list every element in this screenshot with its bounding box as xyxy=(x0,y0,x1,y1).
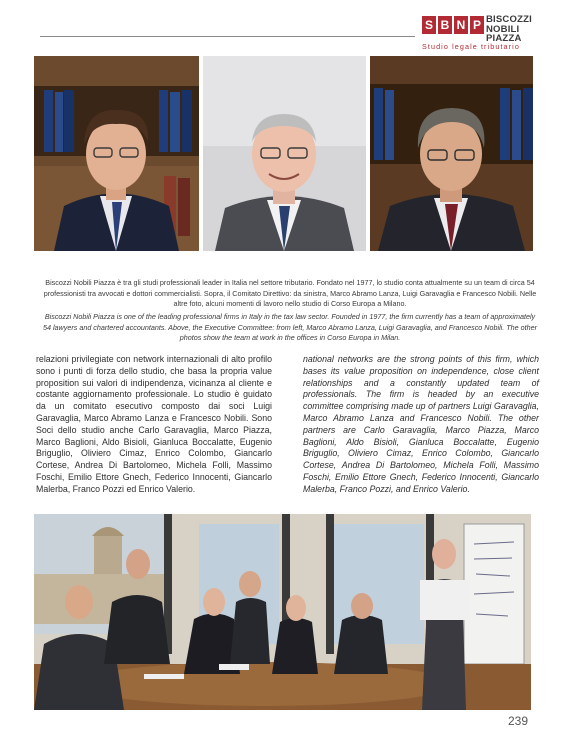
portrait-photo-right xyxy=(370,56,533,251)
body-column-english xyxy=(303,354,539,496)
portrait-photo-center xyxy=(203,56,366,251)
logo-letter-n: N xyxy=(454,16,468,34)
portrait-photo-left xyxy=(34,56,199,251)
logo-name xyxy=(486,15,550,44)
body-text-italian: relazioni privilegiate con network internazionali di alto profilo sono i punti di forza dello studio, che basa la propria value proposition sui valori di indipendenza, vicinanza al cliente e costante aggiornamento professionale. Lo studio è guidato da un comitato esecutivo composto dai soci Luigi Garavaglia, Marco Abramo Lanza e Francesco Nobili. Sono Soci dello studio anche Carlo Garavaglia, Marco Piazza, Marco Baglioni, Aldo Bisioli, Gianluca Boccalatte, Eugenio Briguglio, Oliviero Cimaz, Enrico Colombo, Giancarlo Cortese, Andrea Di Bartolomeo, Michela Folli, Massimo Foschi, Emilio Ettore Gnech, Federico Innocenti, Giancarlo Malerba, Franco Pozzi ed Enrico Valerio. xyxy=(36,354,272,494)
logo-letter-s: S xyxy=(422,16,436,34)
body-column-italian xyxy=(36,354,272,496)
logo-letter-p: P xyxy=(470,16,484,34)
firm-logo xyxy=(422,16,550,52)
logo-name-line-2: NOBILI xyxy=(486,23,520,35)
caption-english: Biscozzi Nobili Piazza is one of the leading professional firms in Italy in the tax law sector. Founded in 1977, the firm currently has a team of approximately 54 lawyers and chartered accountants. Above, the Executive Committee: from left, Marco Abramo Lanza, Luigi Garavaglia, and Francesco Nobili. The other photos show the team at work in the offices in Corso Europa in Milan. xyxy=(42,312,538,342)
team-meeting-photo xyxy=(34,514,531,710)
header-rule xyxy=(40,36,415,37)
logo-letter-b: B xyxy=(438,16,452,34)
page-number: 239 xyxy=(508,714,529,728)
body-text-english: national networks are the strong points of this firm, which bases its value proposition on independence, close client relationships and a constantly updated team of professionals. The firm is headed by an executive committee comprising made up of partners Luigi Garavaglia, Marco Abramo Lanza and Francesco Nobili. The other partners are Carlo Garavaglia, Marco Piazza, Marco Baglioni, Aldo Bisioli, Gianluca Boccalatte, Eugenio Briguglio, Oliviero Cimaz, Enrico Colombo, Giancarlo Cortese, Andrea Di Bartolomeo, Michela Folli, Massimo Foschi, Emilio Ettore Gnech, Federico Innocenti, Giancarlo Malerba, Franco Pozzi, and Enrico Valerio. xyxy=(303,354,539,494)
caption-italian: Biscozzi Nobili Piazza è tra gli studi professionali leader in Italia nel settore tributario. Fondato nel 1977, lo studio conta attualmente su un team di circa 54 professionisti tra avvocati e dottori commercialisti. Sopra, il Comitato Direttivo: da sinistra, Marco Abramo Lanza, Luigi Garavaglia e Francesco Nobili. Nelle altre foto, alcuni momenti di lavoro nello studio di Corso Europa a Milano. xyxy=(43,278,537,308)
logo-tagline: Studio legale tributario xyxy=(422,42,520,51)
logo-name-line-3: PIAZZA xyxy=(486,33,522,44)
logo-name-line-1: BISCOZZI xyxy=(486,14,532,25)
logo-monogram xyxy=(422,16,484,34)
